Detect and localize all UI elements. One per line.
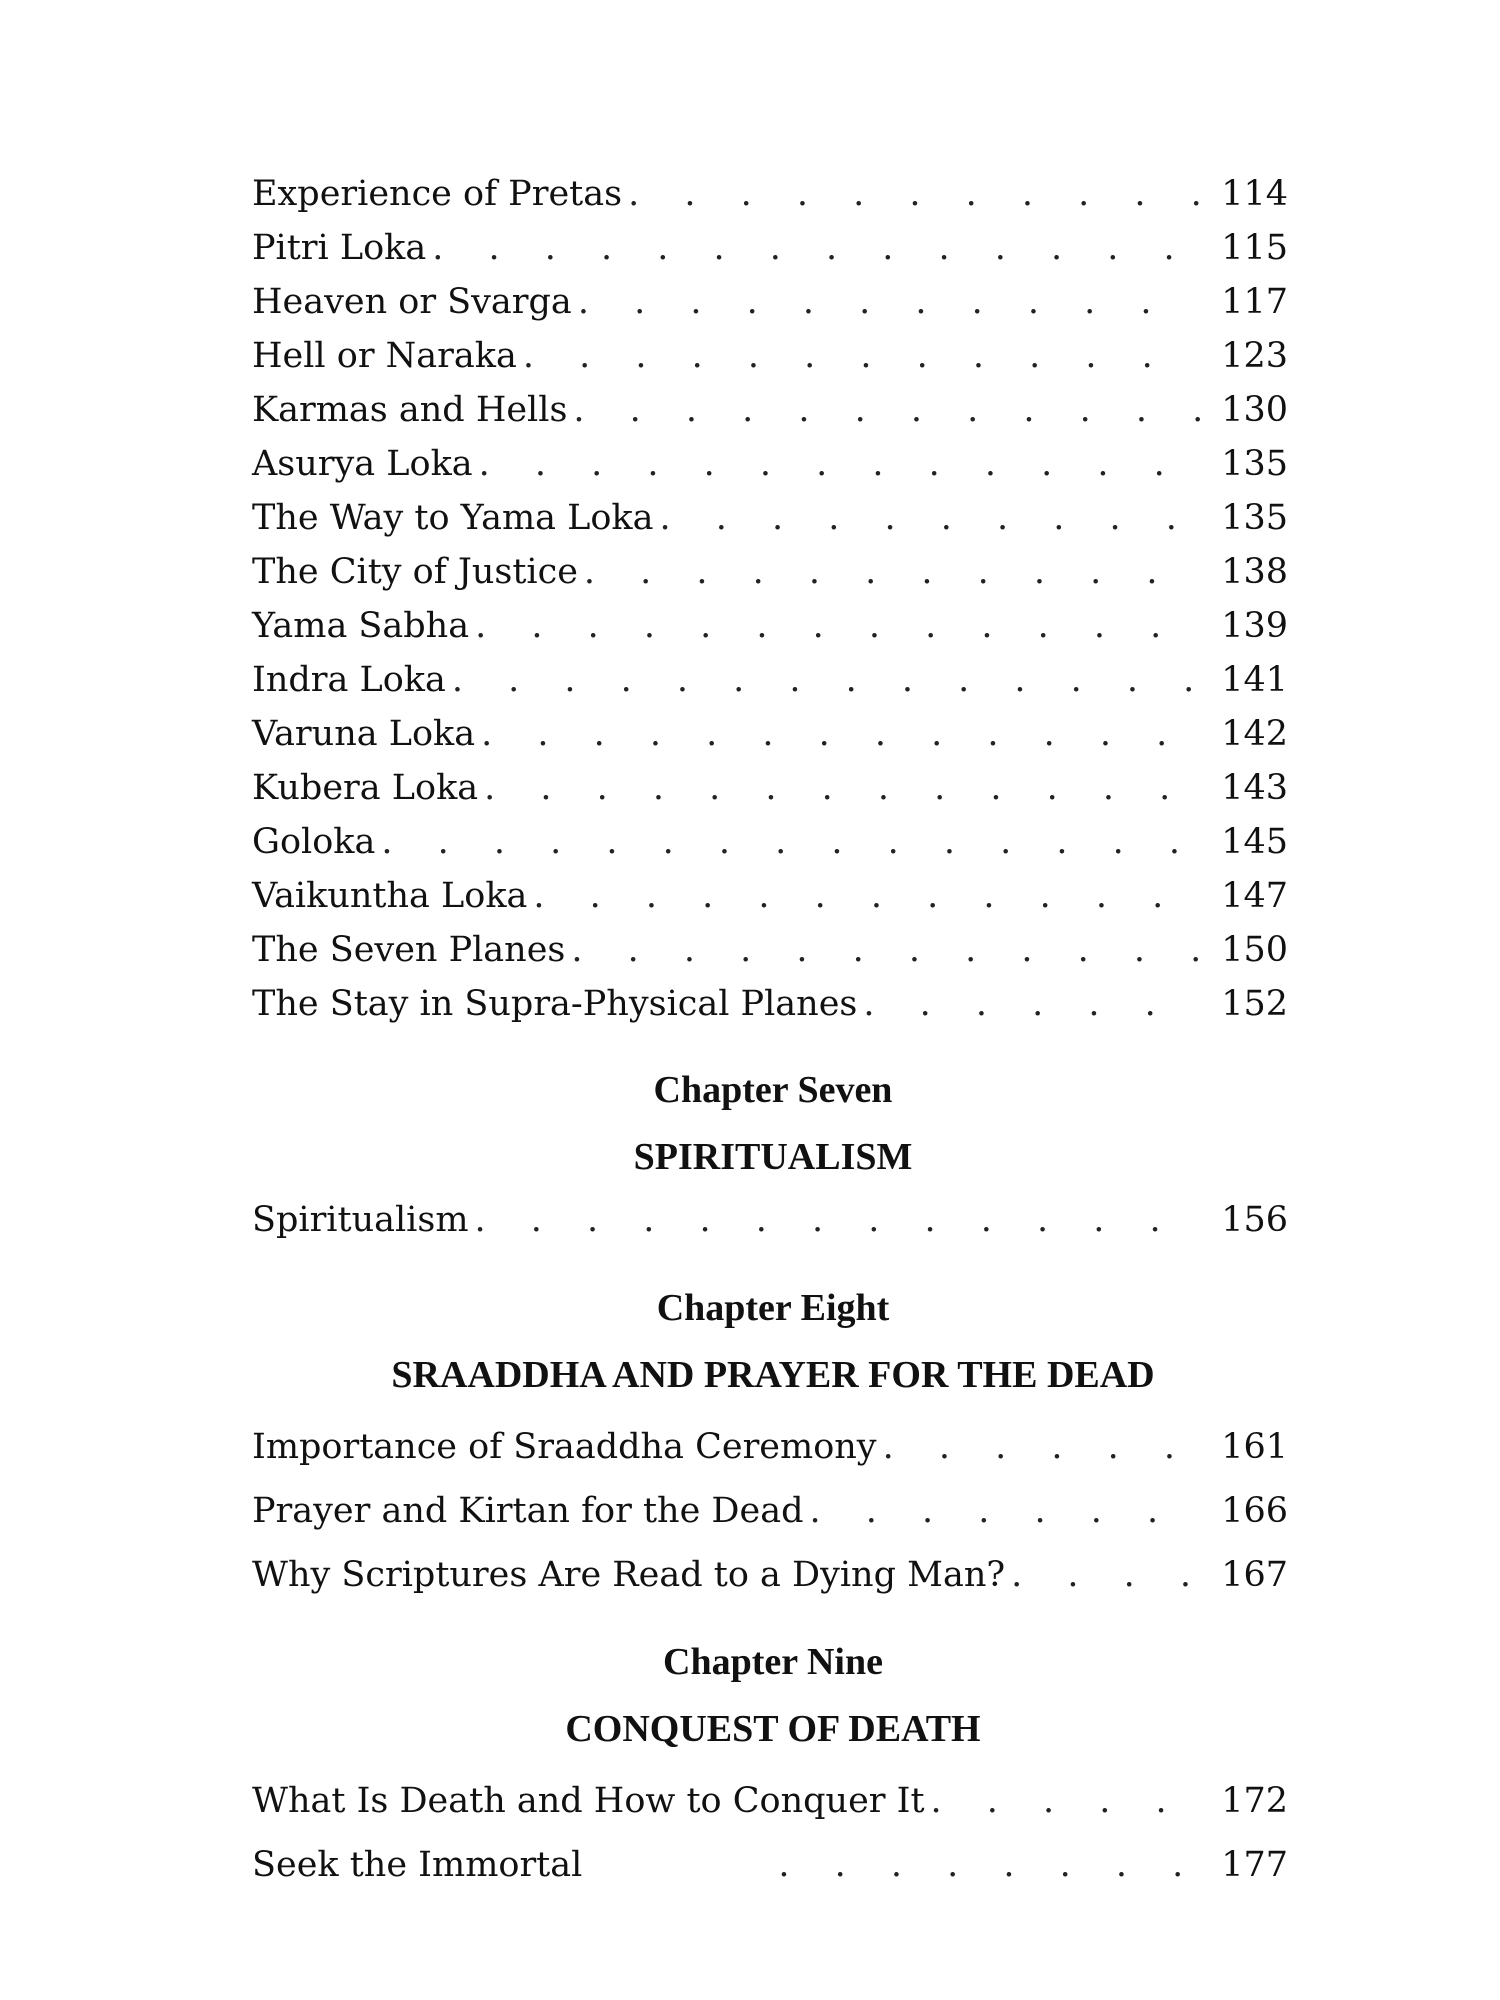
toc-entry-title: Yama Sabha bbox=[252, 606, 470, 646]
toc-entry-page: 156 bbox=[1221, 1200, 1288, 1240]
toc-entry-page: 139 bbox=[1221, 606, 1288, 646]
toc-entry-page: 143 bbox=[1221, 768, 1288, 808]
toc-entry bbox=[252, 817, 1288, 867]
toc-entry-title: Hell or Naraka bbox=[252, 336, 517, 376]
toc-entry bbox=[252, 1422, 1288, 1472]
toc-entry bbox=[252, 439, 1288, 489]
toc-entry bbox=[252, 169, 1288, 219]
toc-entry-title: Karmas and Hells bbox=[252, 390, 568, 430]
dot-leader bbox=[426, 223, 1200, 273]
toc-entry-page: 142 bbox=[1221, 714, 1288, 754]
toc-entry-page: 152 bbox=[1221, 984, 1288, 1024]
dot-leader bbox=[1005, 1550, 1200, 1600]
dot-leader bbox=[572, 277, 1200, 327]
toc-entry-title: The Stay in Supra-Physical Planes bbox=[252, 984, 858, 1024]
toc-entry-title: Seek the Immortal bbox=[252, 1845, 583, 1885]
toc-entry-page: 114 bbox=[1221, 174, 1288, 214]
toc-entry bbox=[252, 601, 1288, 651]
dot-leader bbox=[925, 1776, 1200, 1826]
toc-entry-title: Varuna Loka bbox=[252, 714, 476, 754]
dot-leader bbox=[517, 331, 1200, 381]
dot-leader bbox=[375, 817, 1200, 867]
toc-entry bbox=[252, 763, 1288, 813]
chapter-label: Chapter Nine bbox=[663, 1641, 883, 1683]
toc-entry-title: Prayer and Kirtan for the Dead bbox=[252, 1491, 804, 1531]
toc-entry bbox=[252, 277, 1288, 327]
chapter-label: Chapter Eight bbox=[656, 1287, 890, 1329]
dot-leader bbox=[565, 925, 1200, 975]
toc-entry-title: Asurya Loka bbox=[252, 444, 473, 484]
chapter-name: CONQUEST OF DEATH bbox=[565, 1708, 981, 1750]
toc-entry-page: 177 bbox=[1221, 1845, 1288, 1885]
toc-entry-title: Importance of Sraaddha Ceremony bbox=[252, 1427, 877, 1467]
dot-leader bbox=[478, 763, 1200, 813]
toc-entry bbox=[252, 223, 1288, 273]
toc-entry-page: 172 bbox=[1221, 1781, 1288, 1821]
toc-entry bbox=[252, 385, 1288, 435]
toc-entry-page: 145 bbox=[1221, 822, 1288, 862]
toc-entry-title: Goloka bbox=[252, 822, 376, 862]
toc-entry-page: 161 bbox=[1221, 1427, 1288, 1467]
toc-entry bbox=[252, 979, 1288, 1029]
toc-entry-page: 115 bbox=[1221, 228, 1288, 268]
toc-entry-page: 166 bbox=[1221, 1491, 1288, 1531]
toc-entry-page: 147 bbox=[1221, 876, 1288, 916]
toc-entry-page: 150 bbox=[1221, 930, 1288, 970]
toc-entry-page: 135 bbox=[1221, 444, 1288, 484]
dot-leader bbox=[446, 655, 1200, 705]
toc-entry-page: 135 bbox=[1221, 498, 1288, 538]
toc-entry-title: What Is Death and How to Conquer It bbox=[252, 1781, 925, 1821]
dot-leader bbox=[654, 493, 1200, 543]
toc-entry bbox=[252, 925, 1288, 975]
toc-entry bbox=[252, 1486, 1288, 1536]
dot-leader bbox=[475, 709, 1200, 759]
dot-leader bbox=[578, 547, 1200, 597]
dot-leader bbox=[622, 169, 1200, 219]
toc-entry-page: 141 bbox=[1221, 660, 1288, 700]
chapter-name: SPIRITUALISM bbox=[633, 1136, 913, 1178]
toc-entry-page: 130 bbox=[1221, 390, 1288, 430]
toc-entry-title: Heaven or Svarga bbox=[252, 282, 572, 322]
toc-entry-title: Why Scriptures Are Read to a Dying Man? bbox=[252, 1555, 1006, 1595]
toc-entry-page: 138 bbox=[1221, 552, 1288, 592]
dot-leader bbox=[469, 1195, 1200, 1245]
toc-entry-page: 123 bbox=[1221, 336, 1288, 376]
dot-leader bbox=[567, 385, 1200, 435]
toc-entry-page: 167 bbox=[1221, 1555, 1288, 1595]
toc-entry-title: The City of Justice bbox=[252, 552, 578, 592]
toc-entry bbox=[252, 1550, 1288, 1600]
chapter-name: SRAADDHA AND PRAYER FOR THE DEAD bbox=[391, 1354, 1155, 1396]
toc-entry-title: Vaikuntha Loka bbox=[252, 876, 528, 916]
toc-entry bbox=[252, 871, 1288, 921]
toc-entry bbox=[252, 331, 1288, 381]
toc-entry-title: Spiritualism bbox=[252, 1200, 469, 1240]
dot-leader bbox=[527, 871, 1200, 921]
dot-leader bbox=[877, 1422, 1200, 1472]
toc-entry bbox=[252, 1195, 1288, 1245]
toc-entry bbox=[252, 655, 1288, 705]
dot-leader bbox=[803, 1486, 1200, 1536]
toc-entry bbox=[252, 493, 1288, 543]
toc-entry bbox=[252, 547, 1288, 597]
toc-entry-title: Kubera Loka bbox=[252, 768, 479, 808]
toc-entry bbox=[252, 1840, 1288, 1890]
toc-entry bbox=[252, 1776, 1288, 1826]
toc-entry-title: The Way to Yama Loka bbox=[252, 498, 654, 538]
dot-leader bbox=[473, 439, 1200, 489]
toc-entry-title: The Seven Planes bbox=[252, 930, 566, 970]
toc-entry-title: Pitri Loka bbox=[252, 228, 427, 268]
toc-entry-title: Indra Loka bbox=[252, 660, 446, 700]
dot-leader bbox=[469, 601, 1200, 651]
dot-leader bbox=[772, 1840, 1200, 1890]
dot-leader bbox=[857, 979, 1200, 1029]
chapter-label: Chapter Seven bbox=[653, 1069, 893, 1111]
toc-entry-page: 117 bbox=[1221, 282, 1288, 322]
toc-entry-title: Experience of Pretas bbox=[252, 174, 623, 214]
toc-entry bbox=[252, 709, 1288, 759]
